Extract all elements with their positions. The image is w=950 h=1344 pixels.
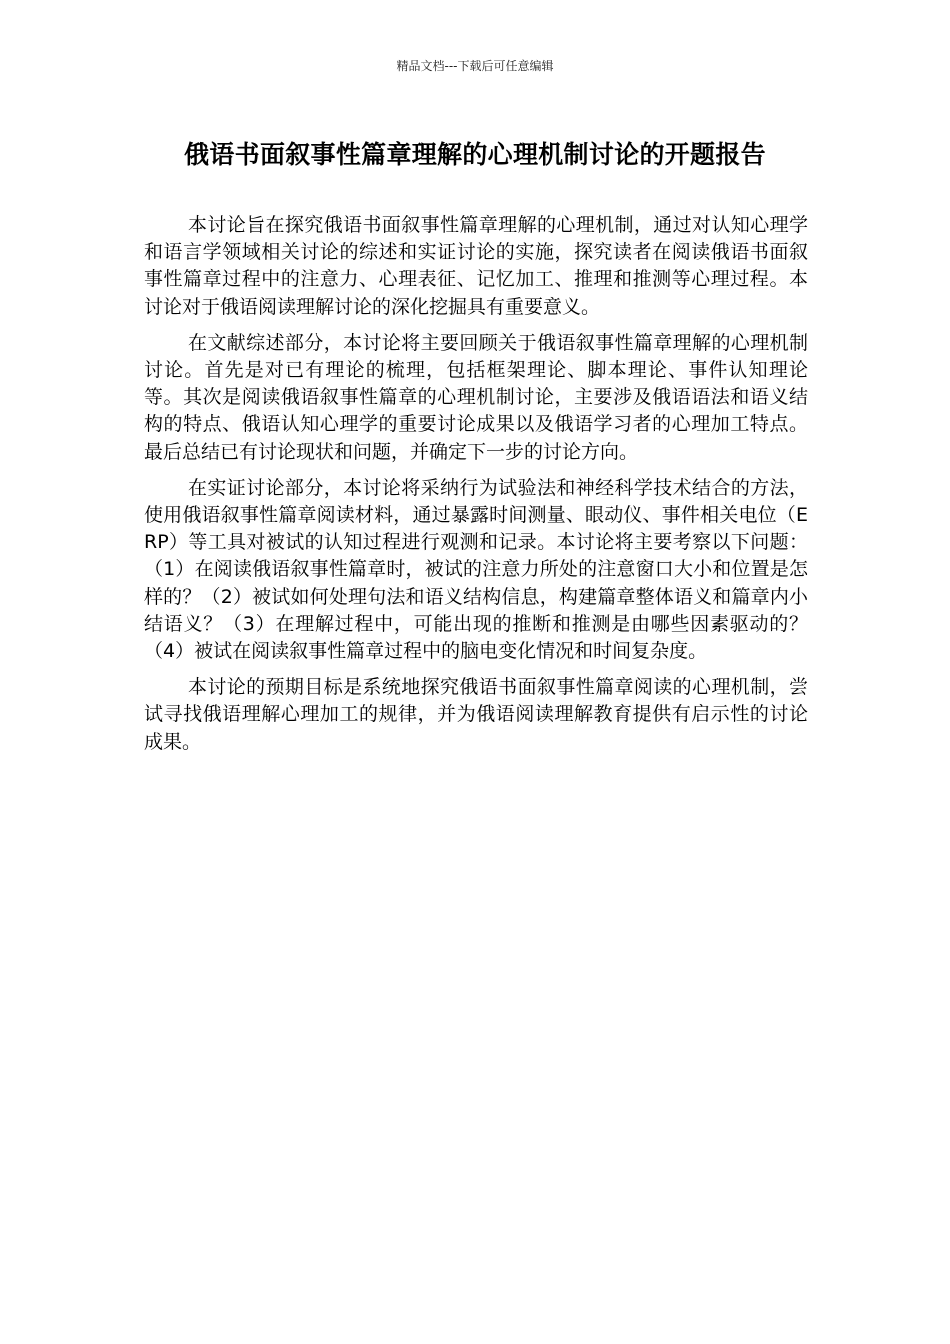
document-title: 俄语书面叙事性篇章理解的心理机制讨论的开题报告 [184, 140, 766, 169]
document-body [144, 212, 808, 765]
page-header: 精品文档---下载后可任意编辑 [396, 59, 554, 73]
paragraph-expected-goals: 本讨论的预期目标是系统地探究俄语书面叙事性篇章阅读的心理机制，尝试寻找俄语理解心理加工的规律，并为俄语阅读理解教育提供有启示性的讨论成果。 [144, 676, 808, 753]
paragraph-intro: 本讨论旨在探究俄语书面叙事性篇章理解的心理机制，通过对认知心理学和语言学领域相关讨论的综述和实证讨论的实施，探究读者在阅读俄语书面叙事性篇章过程中的注意力、心理表征、记忆加工、推理和推测等心理过程。本讨论对于俄语阅读理解讨论的深化挖掘具有重要意义。 [144, 214, 808, 318]
paragraph-empirical-study: 在实证讨论部分，本讨论将采纳行为试验法和神经科学技术结合的方法，使用俄语叙事性篇章阅读材料，通过暴露时间测量、眼动仪、事件相关电位（ERP）等工具对被试的认知过程进行观测和记录。本讨论将主要考察以下问题：（1）在阅读俄语叙事性篇章时，被试的注意力所处的注意窗口大小和位置是怎样的？（2）被试如何处理句法和语义结构信息，构建篇章整体语义和篇章内小结语义？（3）在理解过程中，可能出现的推断和推测是由哪些因素驱动的？（4）被试在阅读叙事性篇章过程中的脑电变化情况和时间复杂度。 [144, 476, 808, 663]
paragraph-literature-review: 在文献综述部分，本讨论将主要回顾关于俄语叙事性篇章理解的心理机制讨论。首先是对已有理论的梳理，包括框架理论、脚本理论、事件认知理论等。其次是阅读俄语叙事性篇章的心理机制讨论，主要涉及俄语语法和语义结构的特点、俄语认知心理学的重要讨论成果以及俄语学习者的心理加工特点。最后总结已有讨论现状和问题，并确定下一步的讨论方向。 [144, 331, 808, 463]
